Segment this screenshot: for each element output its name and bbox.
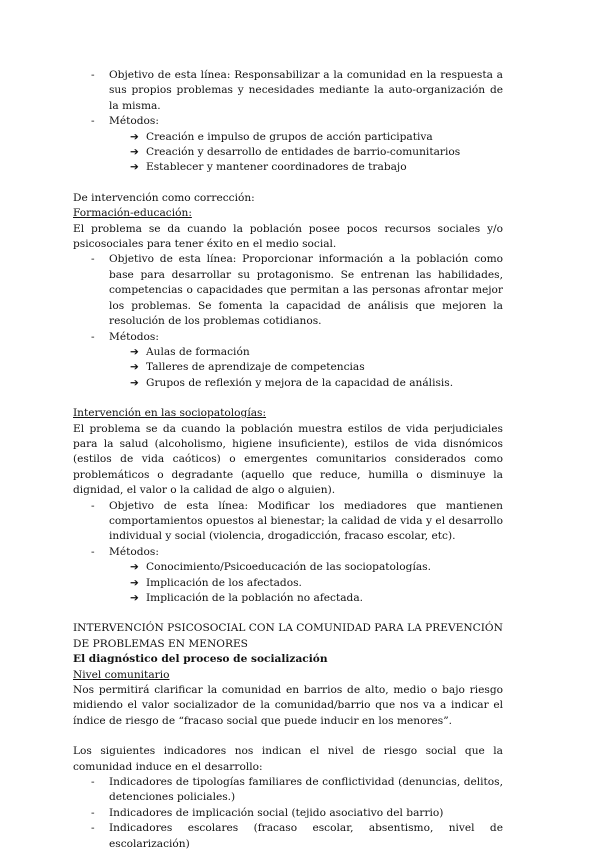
method-item — [130, 376, 503, 391]
indicator-text: Indicadores escolares (fracaso escolar, absentismo, nivel de escolarización) — [109, 822, 503, 850]
dash-bullet: - — [91, 253, 95, 266]
methods-label: Métodos: — [109, 115, 159, 128]
method-item — [130, 560, 503, 575]
objective-text: Objetivo de esta línea: Proporcionar información a la población como base para desarrollar su protagonismo. Se entrenan las habilidades, competencias o capacidades que permitan a las personas afrontar mejor los problemas. Se fomenta la capacidad de análisis que mejoren la resolución de los problemas cotidianos. — [109, 253, 503, 328]
indicator-text: Indicadores de implicación social (tejido asociativo del barrio) — [109, 806, 444, 819]
arrow-right-icon: ➔ — [130, 361, 139, 374]
arrow-right-icon: ➔ — [130, 592, 139, 604]
indicator-item — [73, 775, 503, 806]
list-item — [73, 330, 503, 345]
method-text: Conocimiento/Psicoeducación de las sociopatologías. — [146, 561, 431, 574]
methods-label: Métodos: — [109, 545, 159, 558]
method-item — [130, 345, 503, 360]
section-intro: De intervención como corrección: — [73, 191, 255, 204]
method-text: Talleres de aprendizaje de competencias — [146, 361, 365, 374]
method-text: Implicación de los afectados. — [146, 576, 302, 589]
arrow-right-icon: ➔ — [130, 345, 139, 358]
dash-bullet: - — [91, 499, 95, 512]
indicator-item — [73, 821, 503, 852]
method-item — [130, 591, 503, 606]
dash-bullet: - — [91, 545, 95, 558]
method-item — [130, 130, 503, 145]
list-item — [73, 499, 503, 545]
dash-bullet: - — [91, 330, 95, 343]
list-item — [73, 545, 503, 560]
dash-bullet: - — [91, 822, 95, 835]
section-paragraph: El problema se da cuando la población muestra estilos de vida perjudiciales para la salud (alcoholismo, higiene insuficiente), estilos de vida disnómicos (estilos de vida caóticos) o emergentes comunitarios considerados como problemáticos o degradante (aquello que reduce, humilla o disminuye la dignidad, el valor o la calidad de algo o alguien). — [73, 422, 503, 497]
method-text: Establecer y mantener coordinadores de trabajo — [146, 161, 407, 174]
list-item — [73, 68, 503, 114]
methods-label: Métodos: — [109, 330, 159, 343]
arrow-right-icon: ➔ — [130, 376, 139, 389]
dash-bullet: - — [91, 69, 95, 81]
method-text: Aulas de formación — [146, 345, 250, 358]
arrow-right-icon: ➔ — [130, 576, 139, 589]
section-heading: Intervención en las sociopatologías: — [73, 407, 267, 420]
section-title: INTERVENCIÓN PSICOSOCIAL CON LA COMUNIDAD PARA LA PREVENCIÓN DE PROBLEMAS EN MENORES — [73, 622, 503, 650]
arrow-right-icon: ➔ — [130, 561, 139, 574]
arrow-right-icon: ➔ — [130, 146, 139, 159]
document-page — [73, 68, 503, 852]
method-item — [130, 145, 503, 160]
indicator-item — [73, 806, 503, 821]
indicator-text: Indicadores de tipologías familiares de conflictividad (denuncias, delitos, detenciones policiales.) — [109, 776, 503, 804]
method-text: Grupos de reflexión y mejora de la capacidad de análisis. — [146, 376, 454, 389]
list-item — [73, 252, 503, 329]
objective-text: Objetivo de esta línea: Responsabilizar a la comunidad en la respuesta a sus propios problemas y necesidades mediante la auto-organización de la misma. — [109, 69, 503, 112]
section-paragraph: Nos permitirá clarificar la comunidad en barrios de alto, medio o bajo riesgo midiendo el valor socializador de la comunidad/barrio que nos va a indicar el índice de riesgo de “fracaso social que puede inducir en los menores”. — [73, 684, 503, 727]
list-item — [73, 114, 503, 129]
method-text: Creación e impulso de grupos de acción participativa — [146, 130, 433, 143]
dash-bullet: - — [91, 115, 95, 128]
method-item — [130, 360, 503, 375]
arrow-right-icon: ➔ — [130, 161, 139, 174]
method-text: Implicación de la población no afectada. — [146, 592, 363, 604]
dash-bullet: - — [91, 776, 95, 789]
objective-text: Objetivo de esta línea: Modificar los mediadores que mantienen comportamientos opuestos al bienestar; la calidad de vida y el desarrollo individual y social (violencia, drogadicción, fracaso escolar, etc). — [109, 499, 503, 543]
method-item — [130, 576, 503, 591]
section-paragraph: Los siguientes indicadores nos indican el nivel de riesgo social que la comunidad induce en el desarrollo: — [73, 745, 503, 773]
section-paragraph: El problema se da cuando la población posee pocos recursos sociales y/o psicosociales para tener éxito en el medio social. — [73, 222, 503, 251]
arrow-right-icon: ➔ — [130, 130, 139, 143]
method-item — [130, 160, 503, 175]
section-heading: Formación-educación: — [73, 207, 192, 220]
section-heading: Nivel comunitario — [73, 668, 170, 681]
dash-bullet: - — [91, 806, 95, 819]
method-text: Creación y desarrollo de entidades de barrio-comunitarios — [146, 146, 461, 159]
section-subtitle: El diagnóstico del proceso de socialización — [73, 653, 328, 666]
